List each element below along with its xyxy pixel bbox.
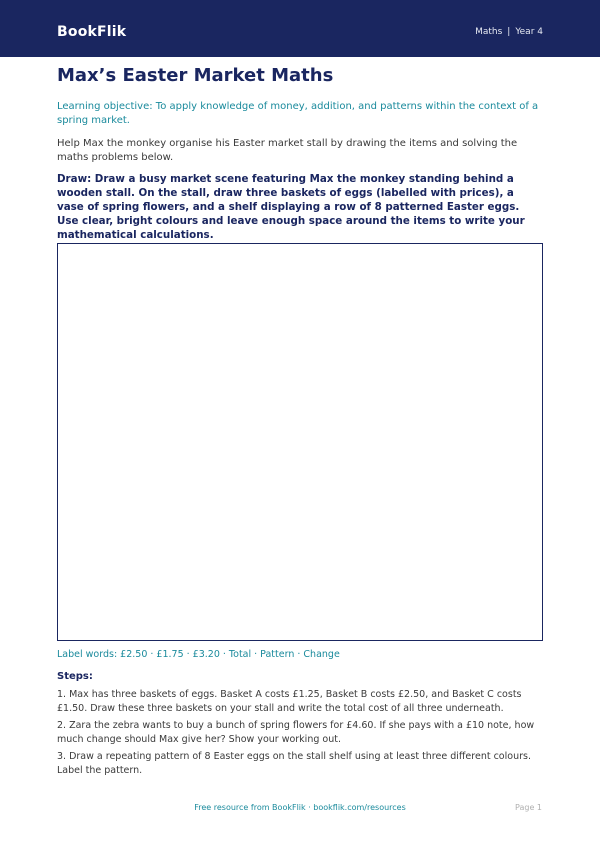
header-separator: |: [507, 27, 511, 37]
footer-source: Free resource from BookFlik · bookflik.com/resources: [194, 803, 406, 812]
page-footer: [0, 802, 600, 816]
drawing-area[interactable]: [57, 243, 543, 641]
draw-instruction: Draw: Draw a busy market scene featuring Max the monkey standing behind a wooden stall. On the stall, draw three baskets of eggs (labelled with prices), a vase of spring flowers, and a shelf displaying a row of 8 patterned Easter eggs. Use clear, bright colours and leave enough space around the items to write your mathematical calculations.: [57, 173, 525, 241]
label-words: Label words: £2.50 · £1.75 · £3.20 · Total · Pattern · Change: [57, 649, 340, 660]
subject-label: Maths: [475, 27, 503, 37]
step-item: 2. Zara the zebra wants to buy a bunch of spring flowers for £4.60. If she pays with a £10 note, how much change should Max give her? Show your working out.: [57, 720, 535, 745]
page-number: Page 1: [515, 803, 542, 812]
brand-logo: BookFlik: [57, 24, 127, 40]
learning-objective: Learning objective: To apply knowledge of money, addition, and patterns within the context of a spring market.: [57, 101, 539, 126]
subject-year-label: [475, 25, 543, 39]
steps-list: [57, 688, 543, 781]
page-title: Max’s Easter Market Maths: [57, 65, 334, 86]
intro-text: Help Max the monkey organise his Easter market stall by drawing the items and solving the maths problems below.: [57, 138, 518, 163]
year-label: Year 4: [515, 27, 543, 37]
step-item: 3. Draw a repeating pattern of 8 Easter eggs on the stall shelf using at least three different colours. Label the pattern.: [57, 751, 531, 776]
step-item: 1. Max has three baskets of eggs. Basket A costs £1.25, Basket B costs £2.50, and Basket C costs £1.50. Draw these three baskets on your stall and write the total cost of all three underneath.: [57, 689, 522, 714]
header-bar: [0, 0, 600, 57]
steps-heading: Steps:: [57, 671, 93, 682]
